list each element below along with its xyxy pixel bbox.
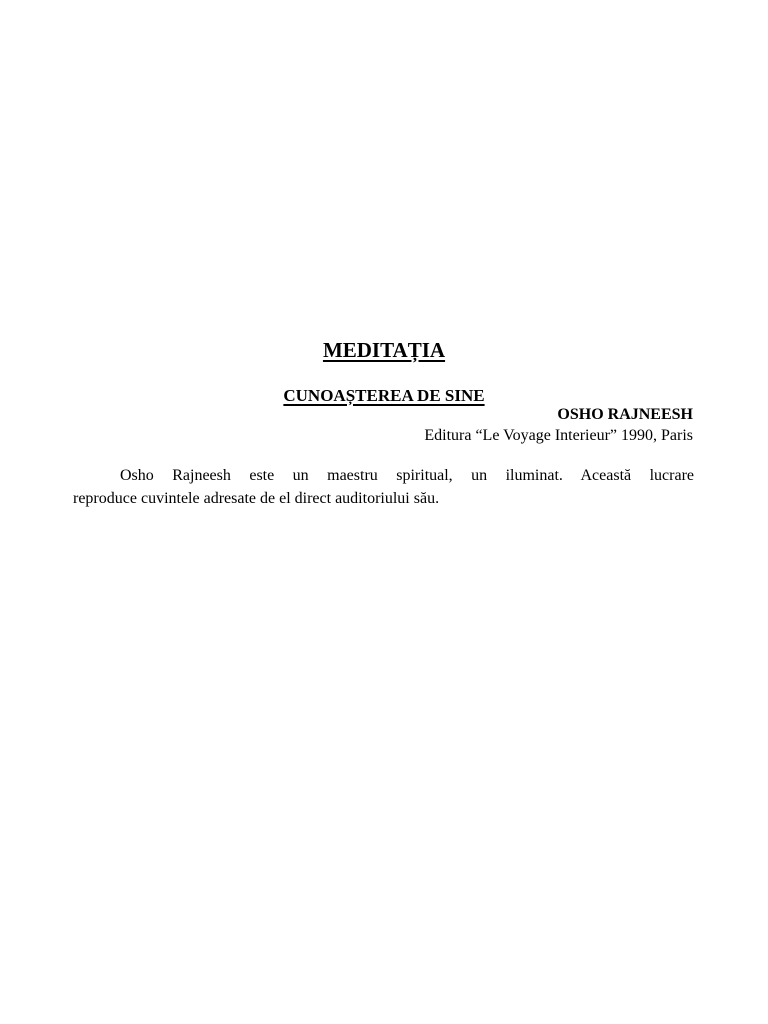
author-name: OSHO RAJNEESH bbox=[557, 406, 693, 423]
publisher-info: Editura “Le Voyage Interieur” 1990, Paris bbox=[424, 427, 693, 444]
intro-paragraph-line: Osho Rajneesh este un maestru spiritual, un iluminat. Această lucrare bbox=[120, 467, 694, 484]
document-title: MEDITAȚIA bbox=[322, 338, 446, 362]
intro-paragraph-line: reproduce cuvintele adresate de el direct auditoriului său. bbox=[73, 490, 440, 507]
document-subtitle: CUNOAȘTEREA DE SINE bbox=[283, 386, 485, 405]
intro-paragraph bbox=[73, 464, 694, 510]
